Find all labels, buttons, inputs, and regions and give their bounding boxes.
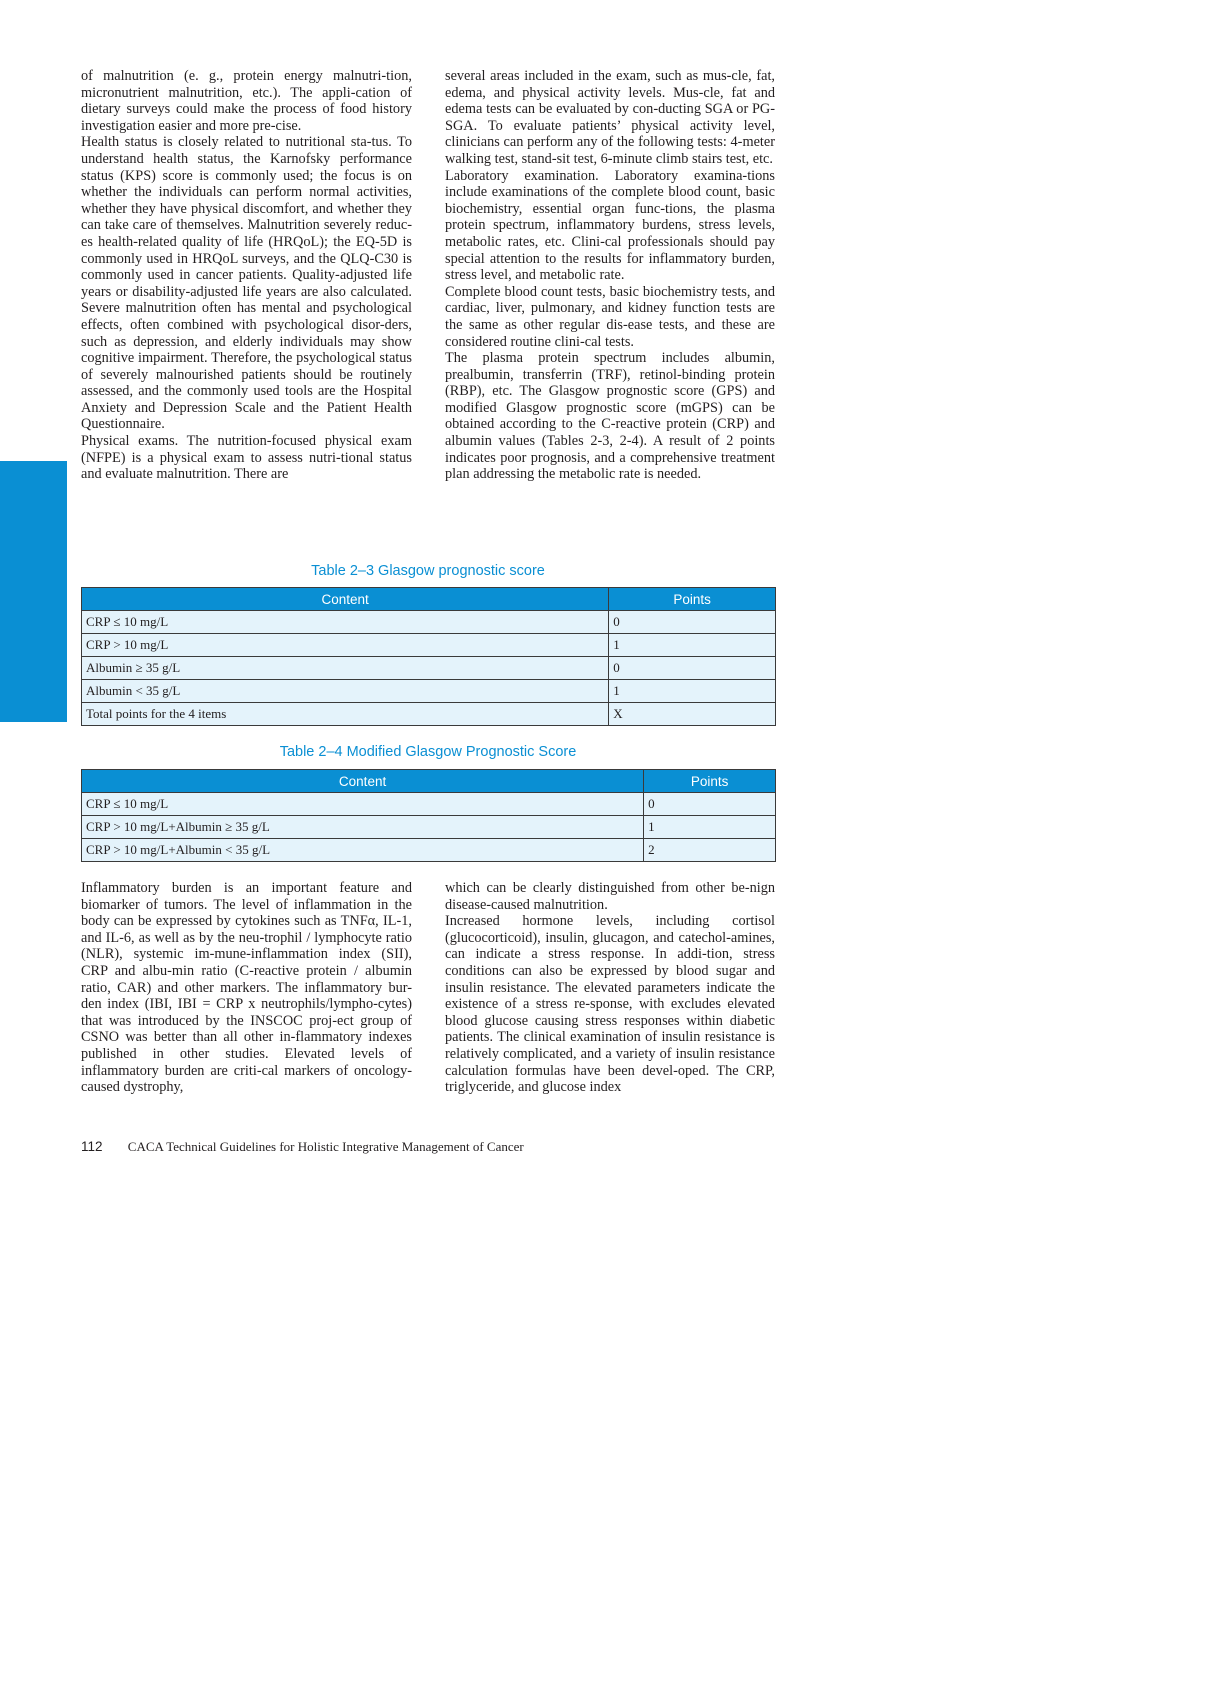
table-2-3 (81, 587, 776, 726)
cell-points: 1 (609, 680, 776, 703)
paragraph: several areas included in the exam, such as mus-cle, fat, edema, and physical activity levels. Mus-cle, fat and edema tests can be evaluated by con-ducting SGA or PG-SGA. To evaluate patients’ physical activity level, clinicians can perform any of the following tests: 4-meter walking test, stand-sit test, 6-minute climb stairs test, etc. (445, 68, 775, 167)
column-left-bottom (81, 880, 412, 1096)
cell-content: CRP ≤ 10 mg/L (82, 611, 609, 634)
table-2-4 (81, 769, 776, 862)
cell-content: Total points for the 4 items (82, 703, 609, 726)
header-content: Content (82, 588, 609, 611)
page-footer (81, 1139, 524, 1155)
table-row (82, 611, 776, 634)
cell-content: CRP > 10 mg/L+Albumin ≥ 35 g/L (82, 816, 644, 839)
header-points: Points (644, 770, 776, 793)
paragraph: Complete blood count tests, basic biochemistry tests, and cardiac, liver, pulmonary, and kidney function tests are the same as other regular dis-ease tests, and these are considered routine clini-cal tests. (445, 283, 775, 350)
running-title: CACA Technical Guidelines for Holistic Integrative Management of Cancer (127, 1139, 524, 1154)
cell-points: 1 (644, 816, 776, 839)
column-right-top (445, 68, 775, 483)
cell-content: CRP > 10 mg/L+Albumin < 35 g/L (82, 839, 644, 862)
paragraph: Increased hormone levels, including cortisol (glucocorticoid), insulin, glucagon, and catechol-amines, can indicate a stress response. In addi-tion, stress conditions can also be expressed by blood sugar and insulin resistance. The elevated parameters indicate the existence of a stress re-sponse, with excludes elevated blood glucose causing stress responses within diabetic patients. The clinical examination of insulin resistance is relatively complicated, and a variety of insulin resistance calculation formulas have been devel-oped. The CRP, triglyceride, and glucose index (445, 913, 775, 1096)
paragraph: Health status is closely related to nutritional sta-tus. To understand health status, the Karnofsky performance status (KPS) score is commonly used; the focus is on whether the individuals can perform normal activities, whether they have physical discomfort, and whether they can take care of themselves. Malnutrition severely reduc-es health-related quality of life (HRQoL); the EQ-5D is commonly used in HRQoL surveys, and the QLQ-C30 is commonly used in cancer patients. Quality-adjusted life years or disability-adjusted life years are also calculated. Severe malnutrition often has mental and psychological effects, often combined with psychological disor-ders, such as depression, and elderly individuals may show cognitive impairment. Therefore, the psychological status of severely malnourished patients should be routinely assessed, and the commonly used tools are the Hospital Anxiety and Depression Scale and the Patient Health Questionnaire. (81, 134, 412, 433)
cell-content: Albumin < 35 g/L (82, 680, 609, 703)
side-tab (0, 461, 67, 722)
paragraph: which can be clearly distinguished from other be-nign disease-caused malnutrition. (445, 880, 775, 913)
table-row (82, 816, 776, 839)
table-header-row (82, 588, 776, 611)
cell-points: 0 (609, 657, 776, 680)
table-2-3-caption: Table 2–3 Glasgow prognostic score (311, 563, 545, 579)
cell-content: CRP > 10 mg/L (82, 634, 609, 657)
cell-content: Albumin ≥ 35 g/L (82, 657, 609, 680)
header-content: Content (82, 770, 644, 793)
paragraph: The plasma protein spectrum includes albumin, prealbumin, transferrin (TRF), retinol-binding protein (RBP), etc. The Glasgow prognostic score (GPS) and modified Glasgow prognostic score (mGPS) can be obtained according to the C-reactive protein (CRP) and albumin values (Tables 2-3, 2-4). A result of 2 points indicates poor prognosis, and a comprehensive treatment plan addressing the metabolic rate is needed. (445, 350, 775, 483)
page-number: 112 (81, 1139, 103, 1154)
paragraph: of malnutrition (e. g., protein energy malnutri-tion, micronutrient malnutrition, etc.). The appli-cation of dietary surveys could make the process of food history investigation easier and more pre-cise. (81, 68, 412, 134)
table-row (82, 657, 776, 680)
paragraph: Laboratory examination. Laboratory examina-tions include examinations of the complete blood count, basic biochemistry, essential organ func-tions, the plasma protein spectrum, inflammatory burdens, stress levels, metabolic rates, etc. Clini-cal professionals should pay special attention to the results for inflammatory burden, stress level, and metabolic rate. (445, 167, 775, 284)
table-row (82, 839, 776, 862)
table-row (82, 634, 776, 657)
table-row (82, 680, 776, 703)
cell-points: 0 (609, 611, 776, 634)
header-points: Points (609, 588, 776, 611)
table-row (82, 793, 776, 816)
side-tab-label: Cancer Nutrition Therapy (23, 31, 44, 230)
table-header-row (82, 770, 776, 793)
cell-points: 0 (644, 793, 776, 816)
cell-points: X (609, 703, 776, 726)
cell-points: 2 (644, 839, 776, 862)
column-left-top (81, 68, 412, 483)
table-row (82, 703, 776, 726)
paragraph: Physical exams. The nutrition-focused physical exam (NFPE) is a physical exam to assess nutri-tional status and evaluate malnutrition. There are (81, 433, 412, 483)
paragraph: Inflammatory burden is an important feature and biomarker of tumors. The level of inflammation in the body can be expressed by cytokines such as TNFα, IL-1, and IL-6, as well as by the neu-trophil / lymphocyte ratio (NLR), systemic im-mune-inflammation index (SII), CRP and albu-min ratio (C-reactive protein / albumin ratio, CAR) and other markers. The inflammatory bur-den index (IBI, IBI = CRP x neutrophils/lympho-cytes) that was introduced by the INSCOC proj-ect group of CSNO was better than all other in-flammatory indexes published in other studies. Elevated levels of inflammatory burden are criti-cal markers of oncology-caused dystrophy, (81, 880, 412, 1096)
cell-content: CRP ≤ 10 mg/L (82, 793, 644, 816)
side-tab-text-wrap (0, 0, 67, 261)
table-2-4-caption: Table 2–4 Modified Glasgow Prognostic Score (279, 744, 577, 760)
cell-points: 1 (609, 634, 776, 657)
column-right-bottom (445, 880, 775, 1096)
